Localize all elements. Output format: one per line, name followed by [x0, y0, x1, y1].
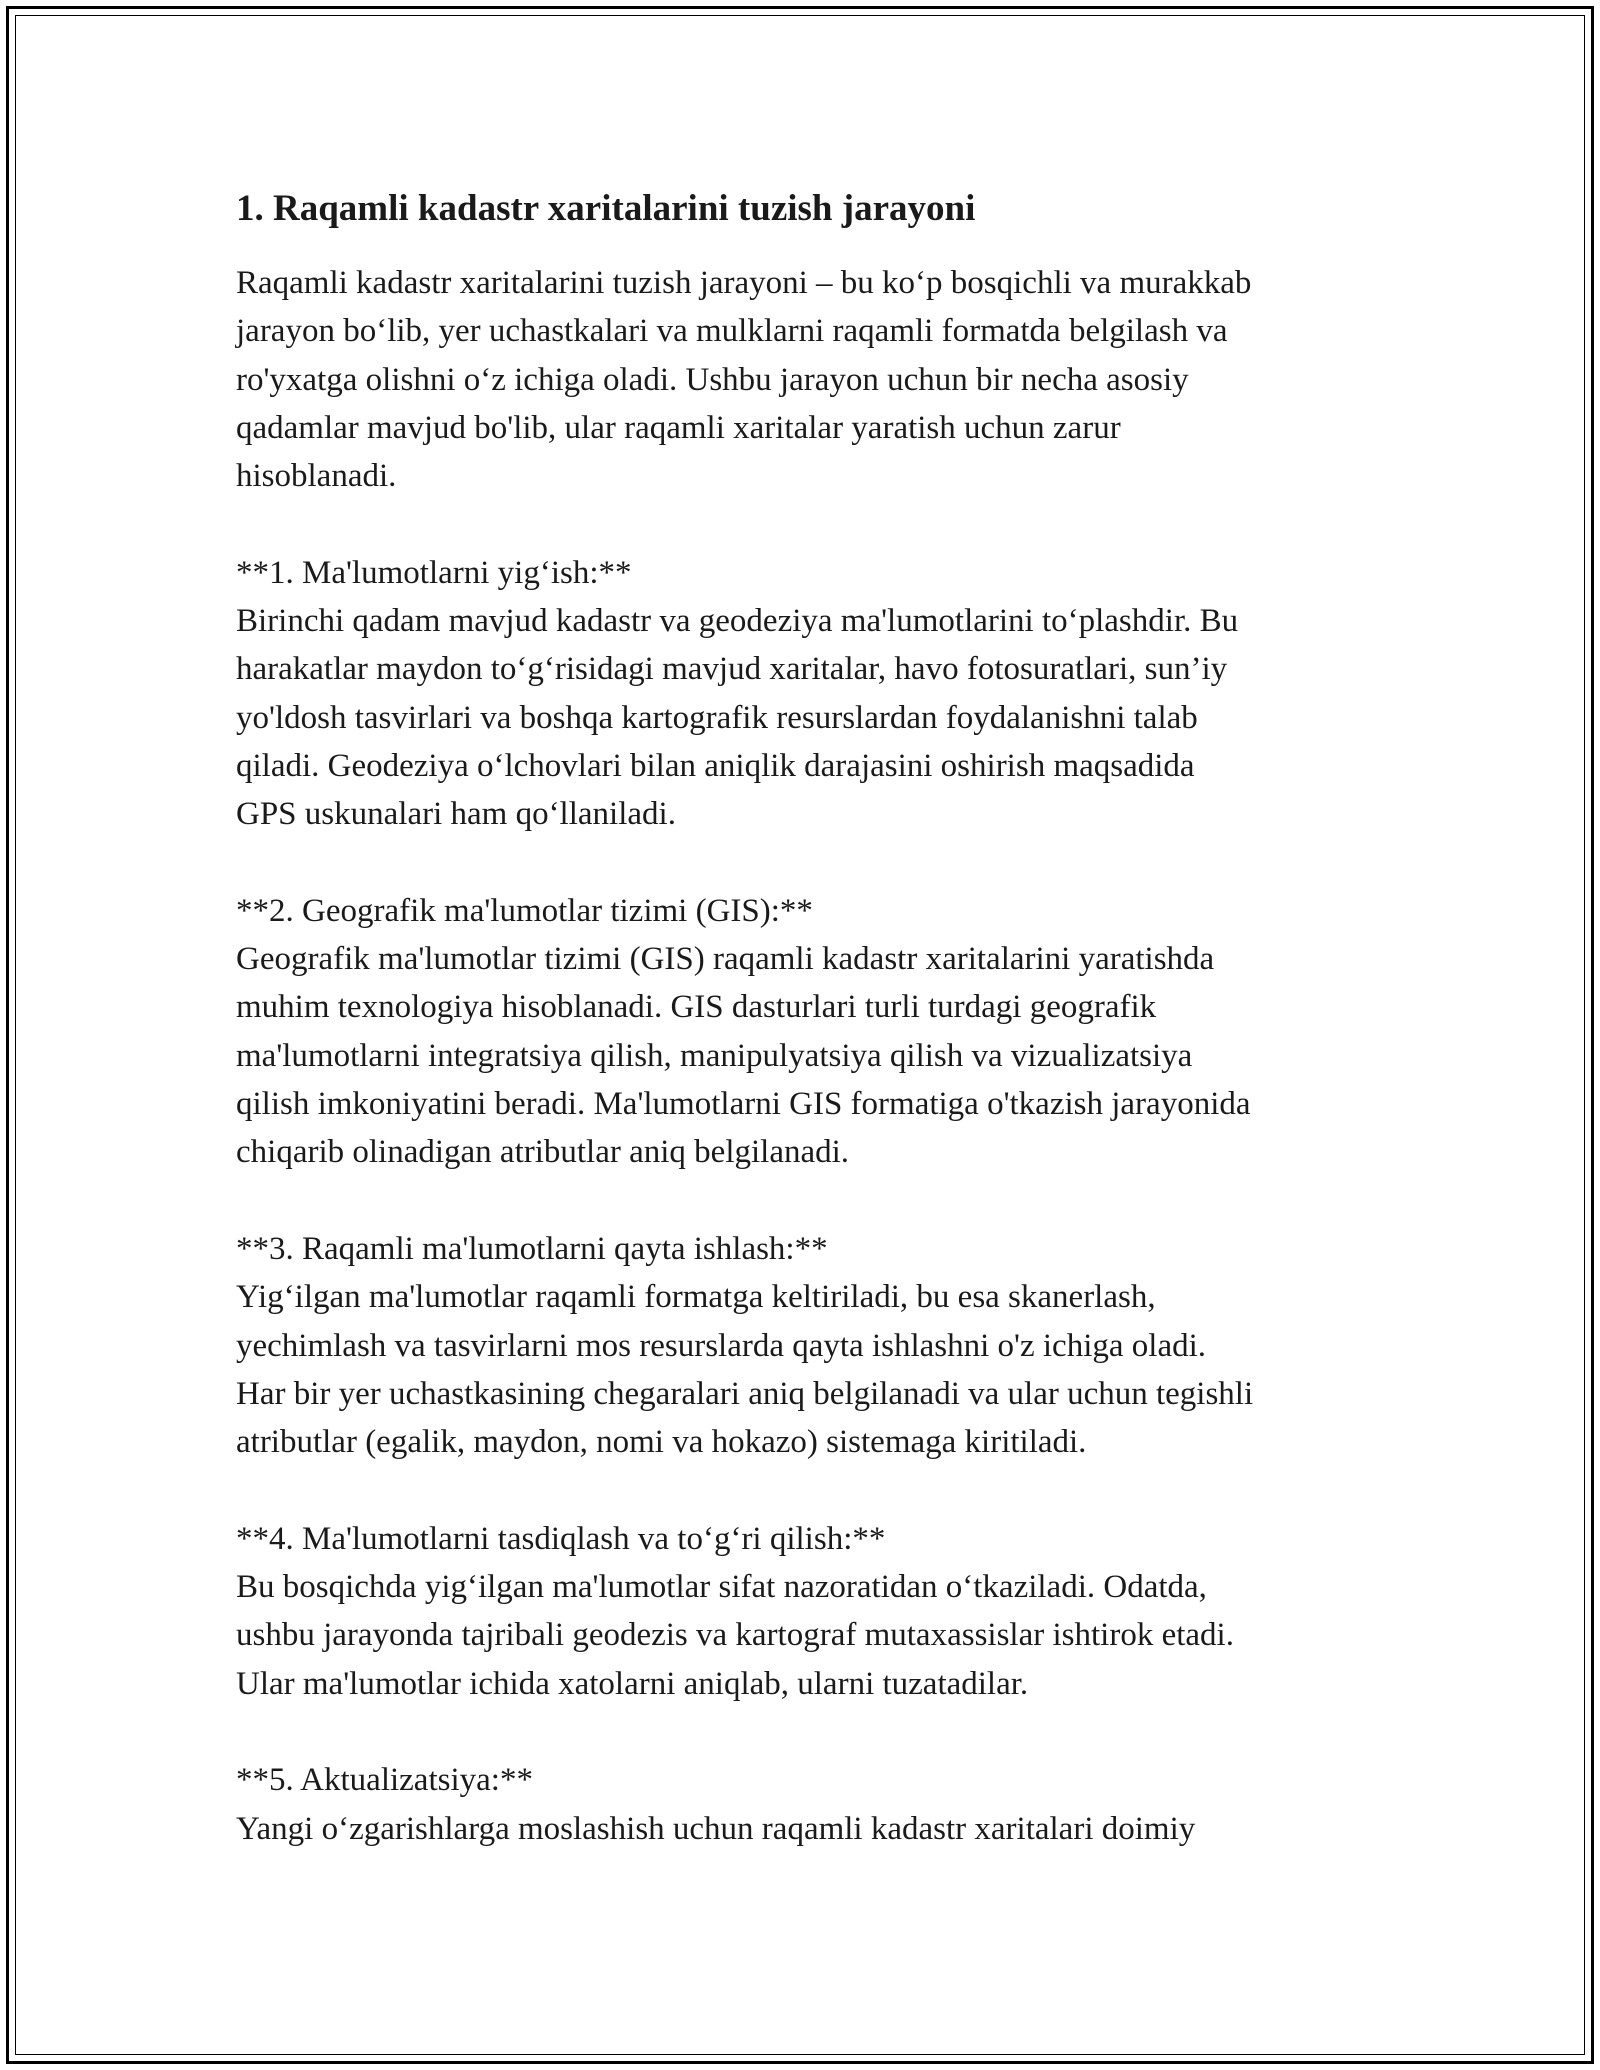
section-heading: **2. Geografik ma'lumotlar tizimi (GIS):**	[236, 892, 813, 929]
text-line: Ular ma'lumotlar ichida xatolarni aniqlab, ularni tuzatadilar.	[236, 1665, 1029, 1702]
document-body	[236, 185, 1396, 1853]
text-line: qilish imkoniyatini beradi. Ma'lumotlarni GIS formatiga o'tkazish jarayonida	[236, 1086, 1251, 1123]
section-heading: **1. Ma'lumotlarni yig‘ish:**	[236, 554, 632, 591]
section-paragraph	[236, 1563, 1396, 1708]
section-4	[236, 1515, 1396, 1708]
page-title: 1. Raqamli kadastr xaritalarini tuzish jarayoni	[236, 188, 976, 229]
text-line: chiqarib olinadigan atributlar aniq belgilanadi.	[236, 1134, 850, 1171]
text-line: qadamlar mavjud bo'lib, ular raqamli xaritalar yaratish uchun zarur	[236, 409, 1121, 446]
section-paragraph	[236, 597, 1396, 838]
section-2	[236, 887, 1396, 1177]
text-line: Birinchi qadam mavjud kadastr va geodeziya ma'lumotlarini to‘plashdir. Bu	[236, 603, 1239, 640]
text-line: ma'lumotlarni integratsiya qilish, manipulyatsiya qilish va vizualizatsiya	[236, 1037, 1193, 1074]
text-line: Raqamli kadastr xaritalarini tuzish jarayoni – bu ko‘p bosqichli va murakkab	[236, 265, 1252, 301]
text-line: jarayon bo‘lib, yer uchastkalari va mulklarni raqamli formatda belgilash va	[236, 313, 1228, 350]
section-heading: **5. Aktualizatsiya:**	[236, 1762, 533, 1799]
blank-line	[236, 1466, 1396, 1514]
text-line: Yangi o‘zgarishlarga moslashish uchun raqamli kadastr xaritalari doimiy	[236, 1810, 1196, 1847]
section-3	[236, 1225, 1396, 1466]
section-paragraph	[236, 1805, 1396, 1853]
text-line: Har bir yer uchastkasining chegaralari aniq belgilanadi va ular uchun tegishli	[236, 1375, 1254, 1412]
text-line: Geografik ma'lumotlar tizimi (GIS) raqamli kadastr xaritalarini yaratishda	[236, 941, 1215, 978]
text-line: Bu bosqichda yig‘ilgan ma'lumotlar sifat nazoratidan o‘tkaziladi. Odatda,	[236, 1569, 1207, 1606]
text-line: atributlar (egalik, maydon, nomi va hokazo) sistemaga kiritiladi.	[236, 1424, 1087, 1461]
blank-line	[236, 1177, 1396, 1225]
text-line: yo'ldosh tasvirlari va boshqa kartografik resurslardan foydalanishni talab	[236, 699, 1198, 736]
text-line: Yig‘ilgan ma'lumotlar raqamli formatga keltiriladi, bu esa skanerlash,	[236, 1279, 1156, 1316]
text-line: ushbu jarayonda tajribali geodezis va kartograf mutaxassislar ishtirok etadi.	[236, 1617, 1234, 1654]
section-paragraph	[236, 935, 1396, 1176]
section-heading: **4. Ma'lumotlarni tasdiqlash va to‘g‘ri qilish:**	[236, 1520, 886, 1557]
section-5	[236, 1756, 1396, 1853]
text-line: hisoblanadi.	[236, 458, 397, 495]
section-1	[236, 549, 1396, 839]
intro-paragraph	[236, 259, 1396, 500]
text-line: harakatlar maydon to‘g‘risidagi mavjud xaritalar, havo fotosuratlari, sun’iy	[236, 651, 1228, 688]
blank-line	[236, 500, 1396, 548]
text-line: GPS uskunalari ham qo‘llaniladi.	[236, 796, 676, 833]
section-heading: **3. Raqamli ma'lumotlarni qayta ishlash:**	[236, 1230, 828, 1267]
text-line: ro'yxatga olishni o‘z ichiga oladi. Ushbu jarayon uchun bir necha asosiy	[236, 361, 1189, 398]
text-line: qiladi. Geodeziya o‘lchovlari bilan aniqlik darajasini oshirish maqsadida	[236, 747, 1195, 784]
blank-line	[236, 839, 1396, 887]
section-paragraph	[236, 1273, 1396, 1466]
blank-line	[236, 1708, 1396, 1756]
text-line: yechimlash va tasvirlarni mos resurslarda qayta ishlashni o'z ichiga oladi.	[236, 1327, 1207, 1364]
text-line: muhim texnologiya hisoblanadi. GIS dasturlari turli turdagi geografik	[236, 989, 1157, 1026]
